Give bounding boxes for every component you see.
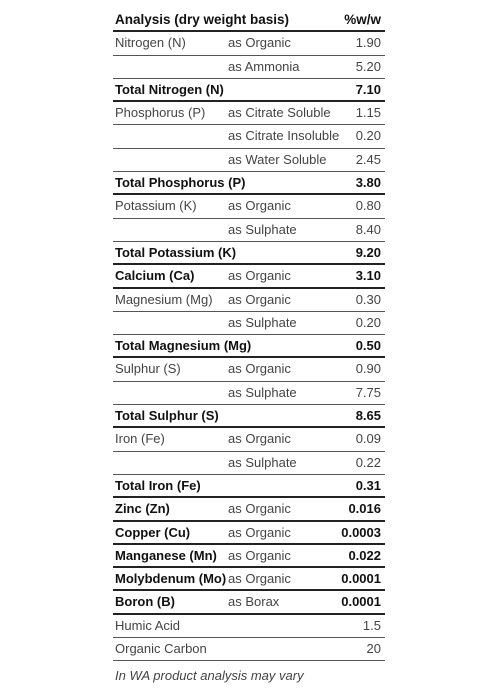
row-label: Copper (Cu)	[115, 524, 191, 540]
row-label: Total Iron (Fe)	[115, 477, 201, 493]
header-unit: %w/w	[344, 12, 381, 27]
table-row	[113, 615, 385, 638]
row-label: Iron (Fe)	[115, 431, 165, 447]
row-form: as Ammonia	[228, 58, 300, 74]
row-form: as Organic	[228, 571, 291, 587]
row-form: as Organic	[228, 361, 291, 377]
row-label: Manganese (Mn)	[115, 547, 217, 563]
row-label: Phosphorus (P)	[115, 105, 206, 121]
row-label: Boron (B)	[115, 594, 175, 610]
table-row	[113, 428, 385, 451]
row-form: as Citrate Insoluble	[228, 128, 340, 144]
row-value: 5.20	[355, 58, 381, 74]
row-value: 8.40	[355, 221, 381, 237]
row-value: 20	[366, 641, 381, 657]
row-label: Zinc (Zn)	[115, 501, 170, 517]
row-label: Magnesium (Mg)	[115, 291, 213, 307]
table-row	[113, 289, 385, 312]
row-form: as Organic	[228, 431, 291, 447]
row-value: 0.0001	[341, 594, 381, 610]
row-value: 0.30	[355, 291, 381, 307]
row-value: 1.90	[355, 35, 381, 51]
row-label: Nitrogen (N)	[115, 35, 186, 51]
row-label: Total Phosphorus (P)	[115, 175, 246, 191]
footnote: In WA product analysis may vary	[115, 668, 304, 683]
row-form: as Sulphate	[228, 221, 297, 237]
row-form: as Organic	[228, 501, 291, 517]
row-value: 0.20	[355, 128, 381, 144]
row-form: as Borax	[228, 594, 280, 610]
row-value: 3.80	[355, 175, 381, 191]
row-label: Sulphur (S)	[115, 361, 181, 377]
analysis-table	[113, 9, 385, 661]
row-form: as Organic	[228, 198, 291, 214]
row-form: as Organic	[228, 291, 291, 307]
row-label: Total Potassium (K)	[115, 244, 237, 260]
table-row	[113, 382, 385, 405]
row-label: Potassium (K)	[115, 198, 197, 214]
row-value: 0.90	[355, 361, 381, 377]
table-body	[113, 32, 385, 661]
table-row	[113, 452, 385, 475]
table-row	[113, 522, 385, 545]
row-value: 9.20	[355, 244, 381, 260]
table-row	[113, 265, 385, 288]
table-row	[113, 568, 385, 591]
row-value: 0.0001	[341, 571, 381, 587]
row-value: 1.15	[355, 105, 381, 121]
row-label: Total Magnesium (Mg)	[115, 338, 252, 354]
row-value: 0.80	[355, 198, 381, 214]
row-form: as Citrate Soluble	[228, 105, 331, 121]
table-row	[113, 149, 385, 172]
row-form: as Organic	[228, 547, 291, 563]
row-form: as Organic	[228, 35, 291, 51]
table-row	[113, 335, 385, 358]
table-row	[113, 498, 385, 521]
row-value: 3.10	[355, 268, 381, 284]
table-row	[113, 219, 385, 242]
row-label: Humic Acid	[115, 617, 181, 633]
table-row	[113, 358, 385, 381]
row-value: 0.22	[355, 454, 381, 470]
row-value: 0.20	[355, 314, 381, 330]
row-value: 1.5	[362, 617, 381, 633]
row-form: as Organic	[228, 524, 291, 540]
row-form: as Sulphate	[228, 454, 297, 470]
table-row	[113, 312, 385, 335]
table-row	[113, 79, 385, 102]
row-value: 2.45	[355, 151, 381, 167]
row-value: 8.65	[355, 408, 381, 424]
row-value: 7.10	[355, 81, 381, 97]
row-label: Total Nitrogen (N)	[115, 81, 224, 97]
row-form: as Sulphate	[228, 314, 297, 330]
row-label: Molybdenum (Mo)	[115, 571, 227, 587]
row-value: 0.0003	[341, 524, 381, 540]
row-value: 0.50	[355, 338, 381, 354]
table-row	[113, 475, 385, 498]
table-row	[113, 591, 385, 614]
row-label: Total Sulphur (S)	[115, 408, 219, 424]
table-row	[113, 125, 385, 148]
table-row	[113, 405, 385, 428]
row-value: 0.022	[348, 547, 381, 563]
table-row	[113, 102, 385, 125]
row-form: as Water Soluble	[228, 151, 327, 167]
row-value: 0.31	[355, 477, 381, 493]
row-form: as Organic	[228, 268, 291, 284]
table-header	[113, 9, 385, 32]
table-row	[113, 242, 385, 265]
table-row	[113, 545, 385, 568]
row-label: Calcium (Ca)	[115, 268, 195, 284]
row-form: as Sulphate	[228, 384, 297, 400]
row-value: 0.016	[348, 501, 381, 517]
table-row	[113, 638, 385, 661]
table-row	[113, 32, 385, 55]
table-row	[113, 56, 385, 79]
row-value: 7.75	[355, 384, 381, 400]
table-row	[113, 195, 385, 218]
row-value: 0.09	[355, 431, 381, 447]
row-label: Organic Carbon	[115, 641, 207, 657]
table-row	[113, 172, 385, 195]
header-analysis: Analysis (dry weight basis)	[115, 12, 290, 27]
